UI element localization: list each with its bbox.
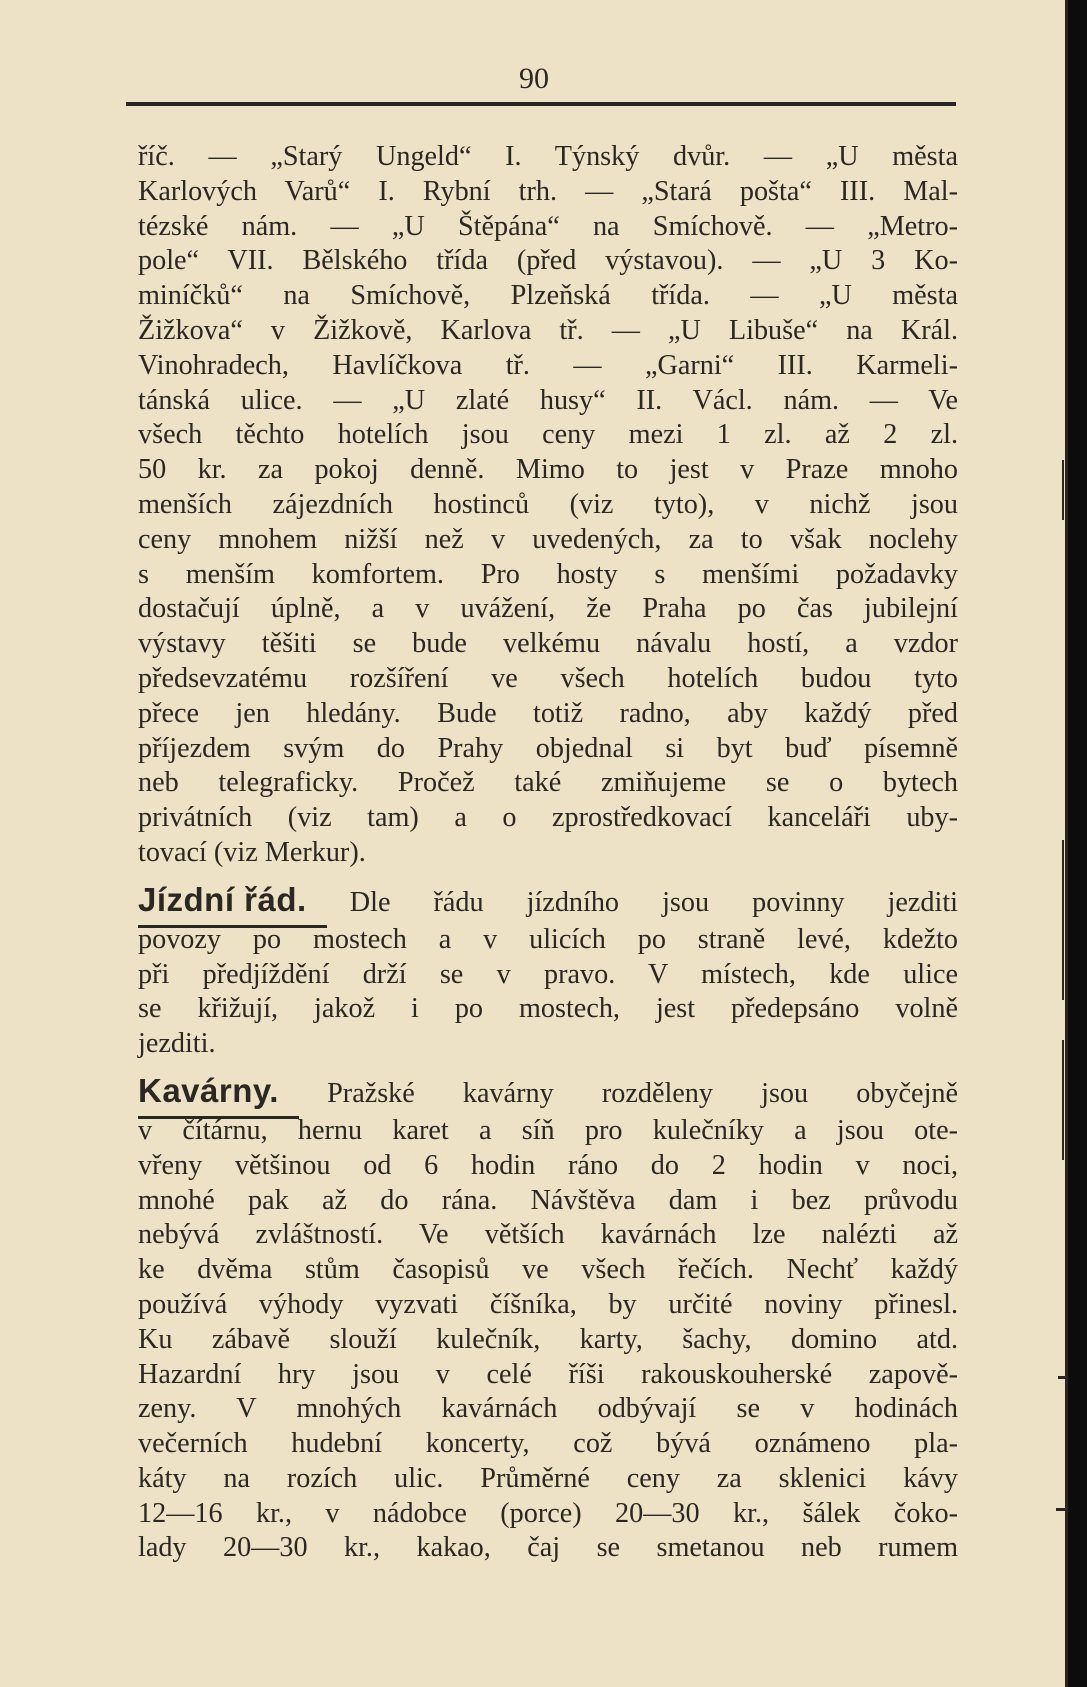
- text-line: při předjíždění drží se v pravo. V místech, kde ulice: [138, 958, 958, 990]
- page-edge-mark: [1062, 1040, 1064, 1160]
- text-line: Vinohradech, Havlíčkova tř. — „Garni“ III. Karmeli-: [138, 349, 958, 381]
- text-line: Dle řádu jízdního jsou povinny jezditi: [349, 886, 959, 918]
- text-line: všech těchto hotelích jsou ceny mezi 1 zl. až 2 zl.: [138, 419, 958, 451]
- section-heading: Kavárny.: [138, 1071, 279, 1109]
- text-line: Ku zábavě slouží kulečník, karty, šachy, domino atd.: [138, 1323, 958, 1355]
- section-heading: Jízdní řád.: [138, 880, 307, 918]
- text-line: zeny. V mnohých kavárnách odbývají se v hodinách: [138, 1393, 958, 1425]
- text-line: přece jen hledány. Bude totiž radno, aby každý před: [138, 697, 958, 729]
- text-line: menších zájezdních hostinců (viz tyto), v nichž jsou: [138, 488, 958, 520]
- text-line: káty na rozích ulic. Průměrné ceny za sklenici kávy: [138, 1462, 958, 1494]
- page-number: 90: [519, 62, 549, 95]
- page-edge-mark: [1058, 1376, 1068, 1379]
- text-line: večerních hudební koncerty, což bývá oznámeno pla-: [138, 1428, 958, 1460]
- text-line: neb telegraficky. Pročež také zmiňujeme se o bytech: [138, 767, 958, 799]
- text-line: tánská ulice. — „U zlaté husy“ II. Václ. nám. — Ve: [138, 384, 958, 416]
- text-line: 12—16 kr., v nádobce (porce) 20—30 kr., šálek čoko-: [138, 1497, 958, 1529]
- page-edge-mark: [1062, 460, 1064, 520]
- text-line: v čítárnu, hernu karet a síň pro kulečníky a jsou ote-: [138, 1114, 958, 1146]
- text-line: vřeny většinou od 6 hodin ráno do 2 hodin v noci,: [138, 1149, 958, 1181]
- text-line: 50 kr. za pokoj denně. Mimo to jest v Praze mnoho: [138, 454, 958, 486]
- text-line: ke dvěma stům časopisů ve všech řečích. Nechť každý: [138, 1254, 958, 1286]
- text-line: miníčků“ na Smíchově, Plzeňská třída. — „U města: [138, 280, 958, 312]
- text-line: mnohé pak až do rána. Návštěva dam i bez průvodu: [138, 1184, 958, 1216]
- text-line: nebývá zvláštností. Ve větších kavárnách lze nalézti až: [138, 1219, 958, 1251]
- text-line: se křižují, jakož i po mostech, jest předepsáno volně: [138, 993, 958, 1025]
- text-line: Karlových Varů“ I. Rybní trh. — „Stará pošta“ III. Mal-: [138, 175, 958, 207]
- text-line: s menším komfortem. Pro hosty s menšími požadavky: [138, 558, 958, 590]
- text-line: používá výhody vyzvati číšníka, by určité noviny přinesl.: [138, 1288, 958, 1320]
- text-line: předsevzatému rozšíření ve všech hotelích budou tyto: [138, 662, 958, 694]
- text-line: tovací (viz Merkur).: [138, 836, 366, 868]
- text-line: Žižkova“ v Žižkově, Karlova tř. — „U Libuše“ na Král.: [138, 314, 958, 346]
- section-first-line: [138, 880, 959, 923]
- page-edge-mark: [1056, 1508, 1068, 1511]
- section-first-line: [138, 1071, 959, 1114]
- text-line: jezditi.: [138, 1028, 216, 1060]
- header-rule: [126, 102, 956, 106]
- page-body: [138, 140, 958, 1566]
- text-line: privátních (viz tam) a o zprostředkovací kanceláři uby-: [138, 802, 958, 834]
- text-line: říč. — „Starý Ungeld“ I. Týnský dvůr. — „U města: [138, 141, 958, 172]
- text-line: Hazardní hry jsou v celé říši rakouskouherské zapově-: [138, 1358, 958, 1390]
- text-line: lady 20—30 kr., kakao, čaj se smetanou neb rumem: [138, 1532, 958, 1564]
- text-line: dostačují úplně, a v uvážení, že Praha po čas jubilejní: [138, 593, 958, 625]
- page-edge-mark: [1062, 840, 1064, 1000]
- text-line: povozy po mostech a v ulicích po straně levé, kdežto: [138, 923, 958, 955]
- text-line: výstavy těšiti se bude velkému návalu hostí, a vzdor: [138, 628, 958, 660]
- text-line: pole“ VII. Bělského třída (před výstavou). — „U 3 Ko-: [138, 245, 958, 277]
- text-line: tézské nám. — „U Štěpána“ na Smíchově. — „Metro-: [138, 210, 958, 242]
- text-line: příjezdem svým do Prahy objednal si byt buď písemně: [138, 732, 958, 764]
- section-kavarny: [138, 1071, 959, 1566]
- section-jizdni-rad: [138, 880, 959, 1062]
- hotels-paragraph: [138, 140, 958, 871]
- text-line: Pražské kavárny rozděleny jsou obyčejně: [327, 1077, 959, 1109]
- text-line: ceny mnohem nižší než v uvedených, za to však noclehy: [138, 523, 958, 555]
